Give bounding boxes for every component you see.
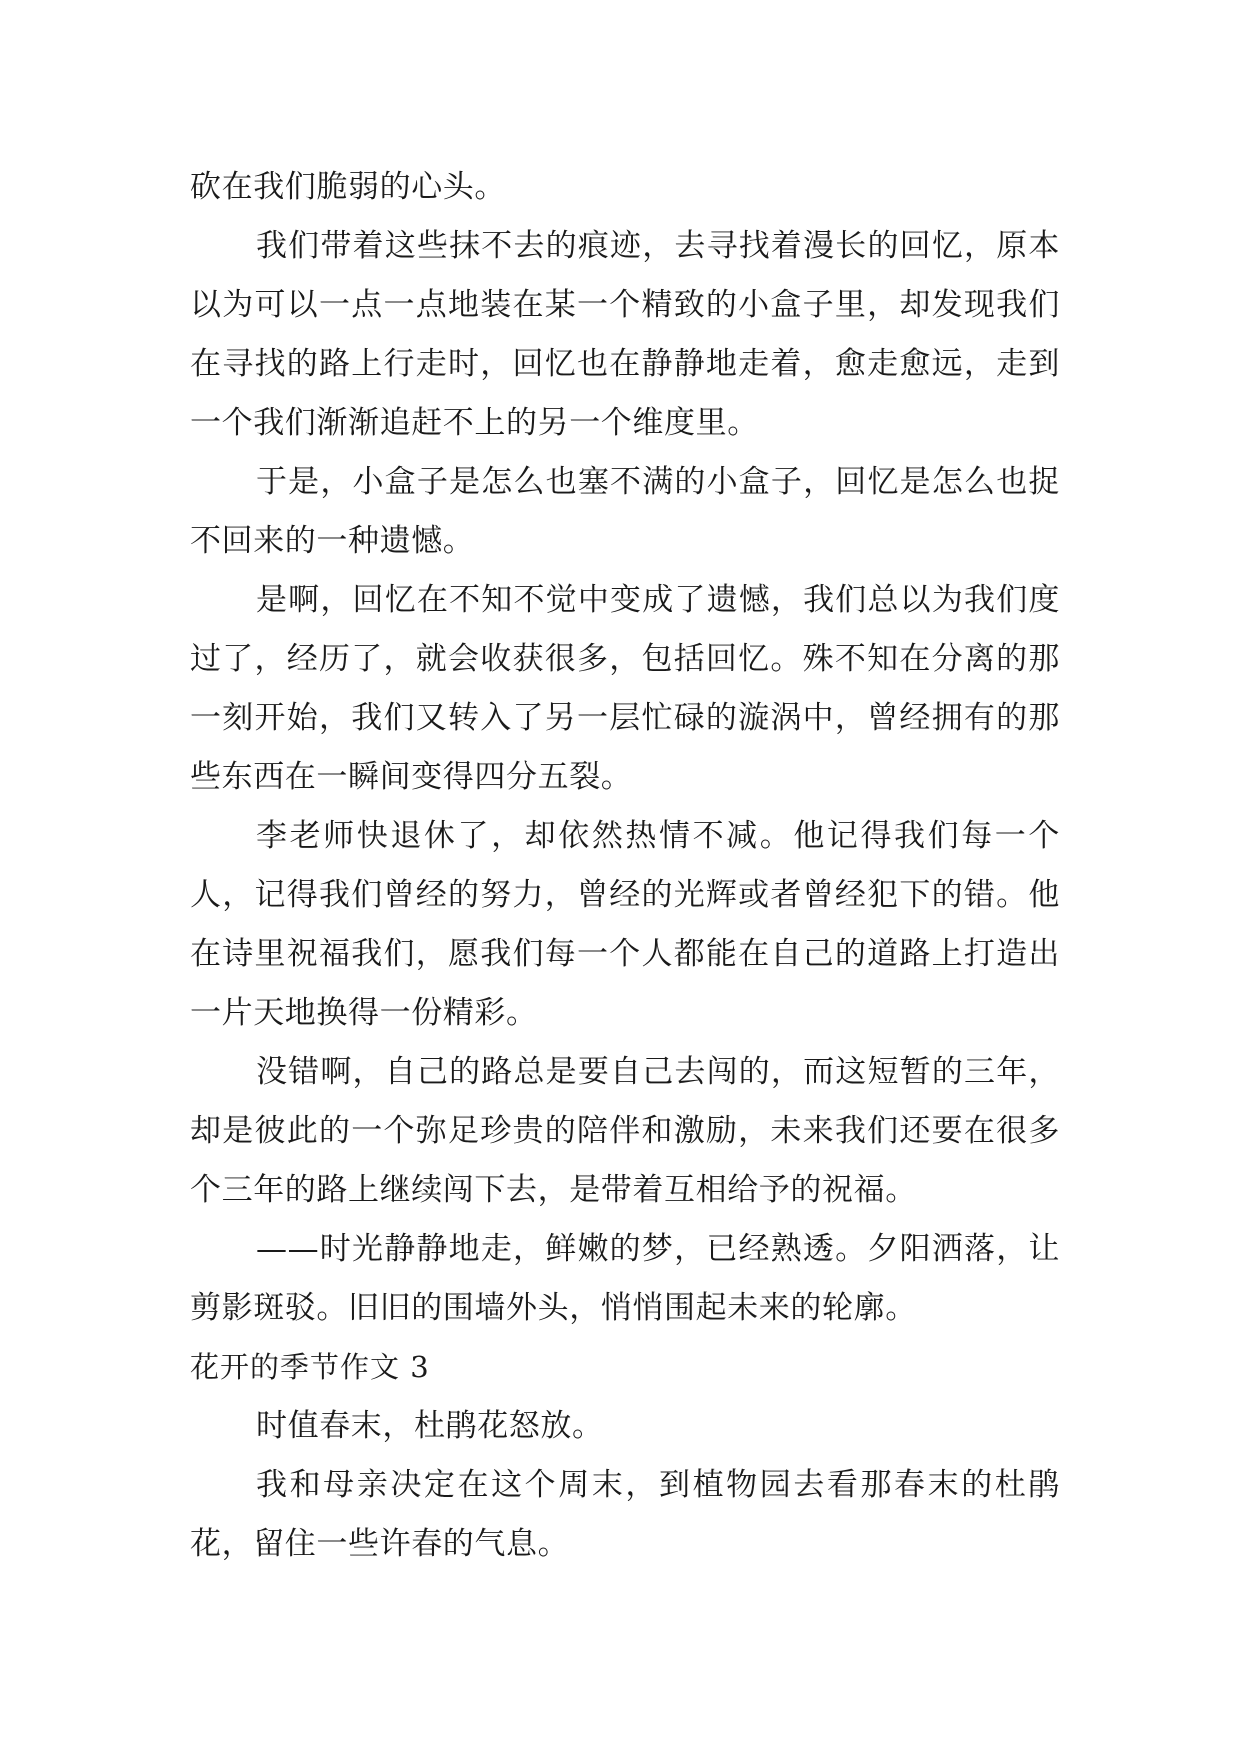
paragraph: 我和母亲决定在这个周末，到植物园去看那春末的杜鹃花，留住一些许春的气息。 [190, 1467, 1060, 1562]
paragraph: 时值春末，杜鹃花怒放。 [256, 1408, 604, 1444]
paragraph: 没错啊，自己的路总是要自己去闯的，而这短暂的三年，却是彼此的一个弥足珍贵的陪伴和激励，未来我们还要在很多个三年的路上继续闯下去，是带着互相给予的祝福。 [190, 1054, 1060, 1208]
paragraph: ——时光静静地走，鲜嫩的梦，已经熟透。夕阳洒落，让剪影斑驳。旧旧的围墙外头，悄悄围起未来的轮廓。 [190, 1231, 1060, 1326]
document-body [190, 158, 1060, 1574]
paragraph: 于是，小盒子是怎么也塞不满的小盒子，回忆是怎么也捉不回来的一种遗憾。 [190, 464, 1060, 559]
paragraph: 李老师快退休了，却依然热情不减。他记得我们每一个人，记得我们曾经的努力，曾经的光辉或者曾经犯下的错。他在诗里祝福我们，愿我们每一个人都能在自己的道路上打造出一片天地换得一份精彩。 [190, 818, 1060, 1031]
paragraph: 是啊，回忆在不知不觉中变成了遗憾，我们总以为我们度过了，经历了，就会收获很多，包括回忆。殊不知在分离的那一刻开始，我们又转入了另一层忙碌的漩涡中，曾经拥有的那些东西在一瞬间变得四分五裂。 [190, 582, 1060, 795]
paragraph: 我们带着这些抹不去的痕迹，去寻找着漫长的回忆，原本以为可以一点一点地装在某一个精致的小盒子里，却发现我们在寻找的路上行走时，回忆也在静静地走着，愈走愈远，走到一个我们渐渐追赶不上的另一个维度里。 [190, 228, 1060, 441]
section-heading: 花开的季节作文 3 [190, 1350, 430, 1384]
paragraph-continuation: 砍在我们脆弱的心头。 [190, 169, 506, 205]
